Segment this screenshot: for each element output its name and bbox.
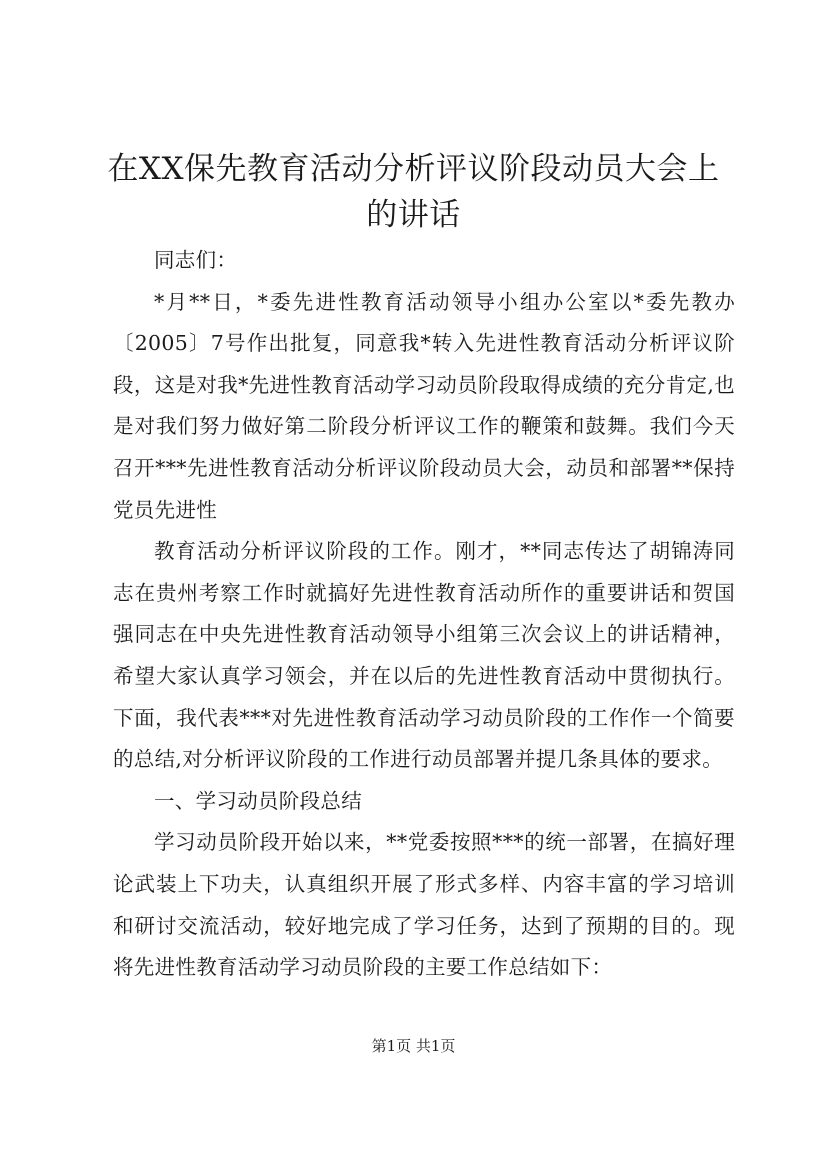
document-title bbox=[100, 146, 727, 238]
section-heading: 一、学习动员阶段总结 bbox=[154, 788, 362, 813]
document-body bbox=[113, 240, 735, 989]
page-footer: 第1页 共1页 bbox=[371, 1037, 456, 1055]
paragraph-greeting: 同志们： bbox=[154, 248, 238, 272]
paragraph: *月**日，*委先进性教育活动领导小组办公室以*委先教办〔2005〕7号作出批复，同意我*转入先进性教育活动分析评议阶段，这是对我*先进性教育活动学习动员阶段取得成绩的充分肯定,也是对我们努力做好第二阶段分析评议工作的鞭策和鼓舞。我们今天召开***先进性教育活动分析评议阶段动员大会，动员和部署**保持党员先进性 bbox=[113, 289, 735, 522]
paragraph: 学习动员阶段开始以来，**党委按照***的统一部署，在搞好理论武装上下功夫，认真组织开展了形式多样、内容丰富的学习培训和研讨交流活动，较好地完成了学习任务，达到了预期的目的。现将先进性教育活动学习动员阶段的主要工作总结如下： bbox=[113, 830, 735, 980]
title-line-2: 的讲话 bbox=[366, 197, 461, 233]
paragraph: 教育活动分析评议阶段的工作。刚才，**同志传达了胡锦涛同志在贵州考察工作时就搞好先进性教育活动所作的重要讲话和贺国强同志在中央先进性教育活动领导小组第三次会议上的讲话精神，希望大家认真学习领会，并在以后的先进性教育活动中贯彻执行。下面，我代表***对先进性教育活动学习动员阶段的工作作一个简要的总结,对分析评议阶段的工作进行动员部署并提几条具体的要求。 bbox=[113, 539, 735, 772]
title-line-1: 在XX保先教育活动分析评议阶段动员大会上 bbox=[107, 151, 720, 187]
